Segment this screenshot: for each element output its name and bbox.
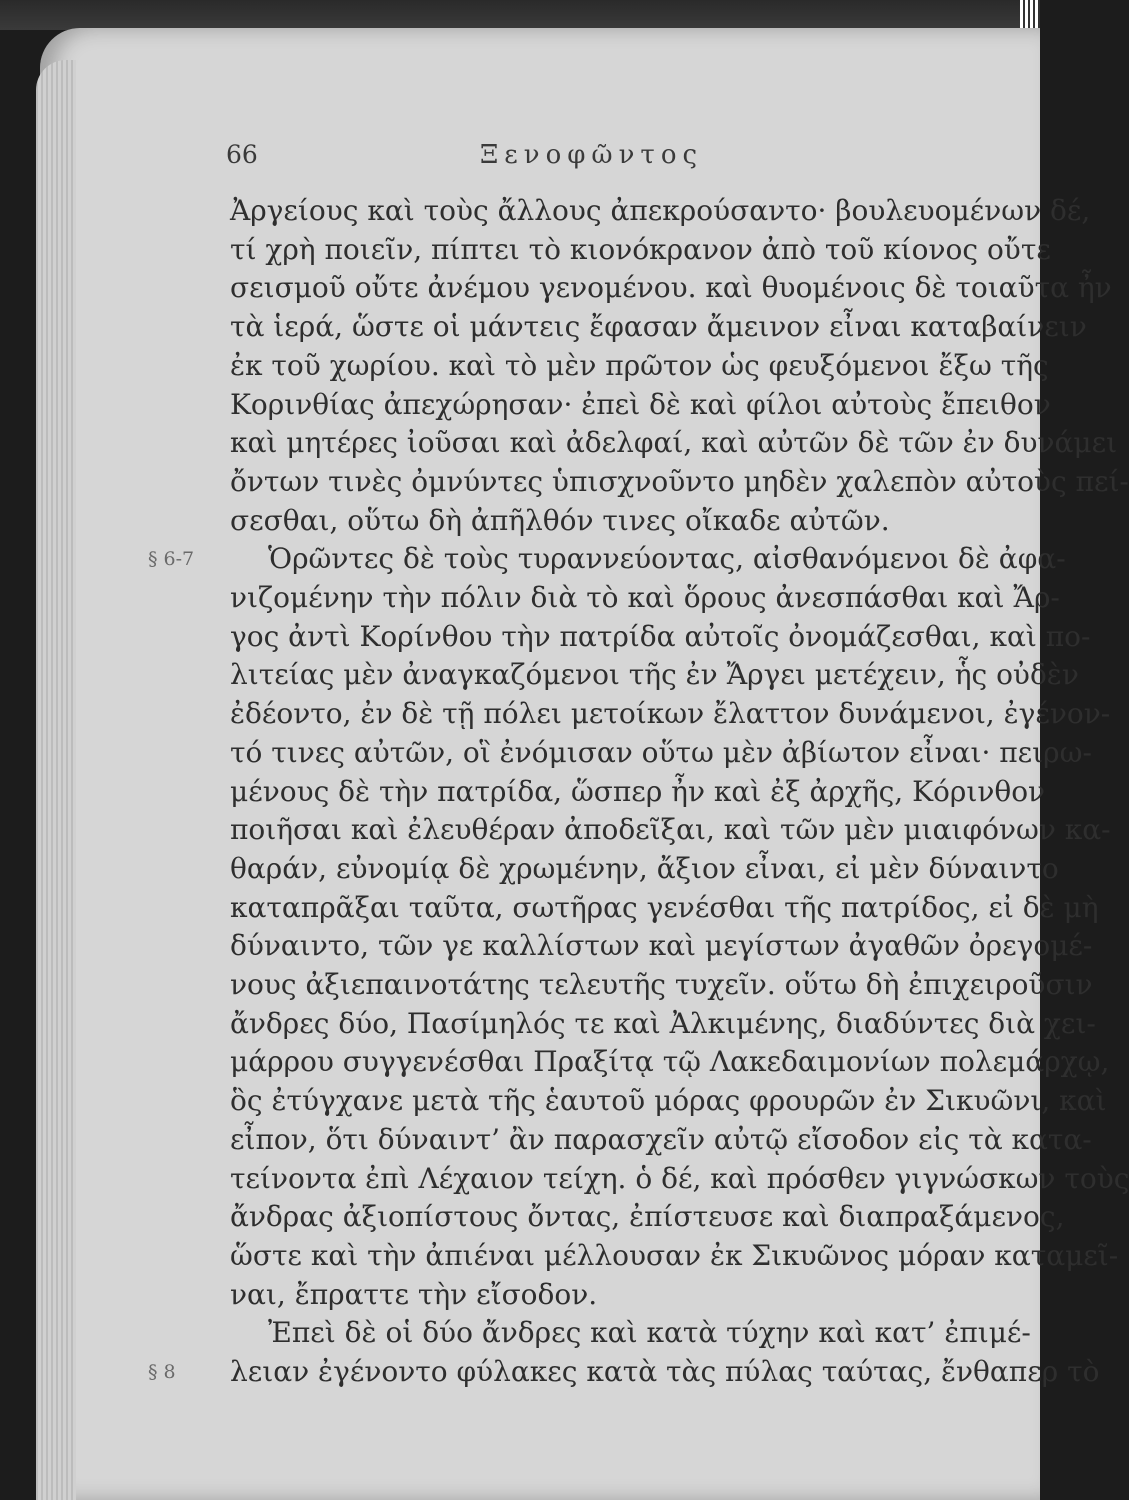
text-line: μένους δὲ τὴν πατρίδα, ὥσπερ ἦν καὶ ἐξ ἀρχῆς, Κόρινθον [230,774,1046,808]
text-line: λιτείας μὲν ἀναγκαζόμενοι τῆς ἐν Ἄργει μετέχειν, ἧς οὐδὲν [230,658,1079,692]
text-line: Κορινθίας ἀπεχώρησαν· ἐπεὶ δὲ καὶ φίλοι αὐτοὺς ἔπειθον [230,387,1051,421]
text-line: τὰ ἱερά, ὥστε οἱ μάντεις ἔφασαν ἄμεινον εἶναι καταβαίνειν [230,310,1087,344]
text-line: Ὁρῶντες δὲ τοὺς τυραννεύοντας, αἰσθανόμενοι δὲ ἀφα- [268,542,1066,576]
text-line: Ἐπεὶ δὲ οἱ δύο ἄνδρες καὶ κατὰ τύχην καὶ κατ’ ἐπιμέ- [268,1316,1031,1350]
text-line: ἄνδρας ἀξιοπίστους ὄντας, ἐπίστευσε καὶ διαπραξάμενος, [230,1200,1065,1234]
text-line: θαράν, εὐνομίᾳ δὲ χρωμένην, ἄξιον εἶναι, εἰ μὲν δύναιντο [230,851,1059,885]
text-line: τό τινες αὐτῶν, οἳ ἐνόμισαν οὕτω μὲν ἀβίωτον εἶναι· πειρω- [230,735,1092,769]
text-line: νιζομένην τὴν πόλιν διὰ τὸ καὶ ὅρους ἀνεσπάσθαι καὶ Ἄρ- [230,581,1060,614]
section-marker: § 6-7 [148,548,195,571]
text-line: γος ἀντὶ Κορίνθου τὴν πατρίδα αὐτοῖς ὀνομάζεσθαι, καὶ πο- [230,619,1091,653]
text-line: δύναιντο, τῶν γε καλλίστων καὶ μεγίστων ἀγαθῶν ὀρεγομέ- [230,929,1093,963]
scan-border [0,0,1040,30]
text-line: ποιῆσαι καὶ ἐλευθέραν ἀποδεῖξαι, καὶ τῶν μὲν μιαιφόνων κα- [230,813,1111,847]
text-line: καὶ μητέρες ἰοῦσαι καὶ ἀδελφαί, καὶ αὐτῶν δὲ τῶν ἐν δυνάμει [230,426,1118,460]
text-line: τί χρὴ ποιεῖν, πίπτει τὸ κιονόκρανον ἀπὸ τοῦ κίονος οὔτε [230,232,1051,266]
text-line: νους ἀξιεπαινοτάτης τελευτῆς τυχεῖν. οὕτω δὴ ἐπιχειροῦσιν [230,968,1093,1001]
text-line: λειαν ἐγένοντο φύλακες κατὰ τὰς πύλας ταύτας, ἔνθαπερ τὸ [230,1355,1100,1388]
text-line: ὃς ἐτύγχανε μετὰ τῆς ἑαυτοῦ μόρας φρουρῶν ἐν Σικυῶνι, καὶ [230,1084,1107,1118]
text-line: τείνοντα ἐπὶ Λέχαιον τείχη. ὁ δέ, καὶ πρόσθεν γιγνώσκων τοὺς [230,1161,1129,1195]
text-line: ἐκ τοῦ χωρίου. καὶ τὸ μὲν πρῶτον ὡς φευξόμενοι ἔξω τῆς [230,348,1049,382]
text-line: ἐδέοντο, ἐν δὲ τῇ πόλει μετοίκων ἔλαττον δυνάμενοι, ἐγένον- [230,697,1111,731]
text-line: σεσθαι, οὕτω δὴ ἀπῆλθόν τινες οἴκαδε αὐτῶν. [230,503,890,537]
text-line: σεισμοῦ οὔτε ἀνέμου γενομένου. καὶ θυομένοις δὲ τοιαῦτα ἦν [230,271,1112,305]
page-number: 66 [226,140,258,169]
text-line: ὄντων τινὲς ὀμνύντες ὑπισχνοῦντο μηδὲν χαλεπὸν αὐτοὺς πεί- [230,464,1129,498]
section-marker: § 8 [148,1361,176,1383]
page-header [0,140,1040,180]
running-head: Ξενοφῶντος [480,140,704,170]
text-line: εἶπον, ὅτι δύναιντ’ ἂν παρασχεῖν αὐτῷ εἴσοδον εἰς τὰ κατα- [230,1122,1092,1156]
text-line: ἄνδρες δύο, Πασίμηλός τε καὶ Ἀλκιμένης, διαδύντες διὰ χει- [230,1006,1096,1040]
text-line: μάρρου συγγενέσθαι Πραξίτᾳ τῷ Λακεδαιμονίων πολεμάρχῳ, [230,1045,1110,1079]
text-line: καταπρᾶξαι ταῦτα, σωτῆρας γενέσθαι τῆς πατρίδος, εἰ δὲ μὴ [230,890,1099,924]
text-line: ὥστε καὶ τὴν ἀπιέναι μέλλουσαν ἐκ Σικυῶνος μόραν καταμεῖ- [230,1238,1119,1272]
page-edges [36,60,76,1500]
text-line: ναι, ἔπραττε τὴν εἴσοδον. [230,1277,598,1311]
text-line: Ἀργείους καὶ τοὺς ἄλλους ἀπεκρούσαντο· βουλευομένων δέ, [230,194,1091,227]
